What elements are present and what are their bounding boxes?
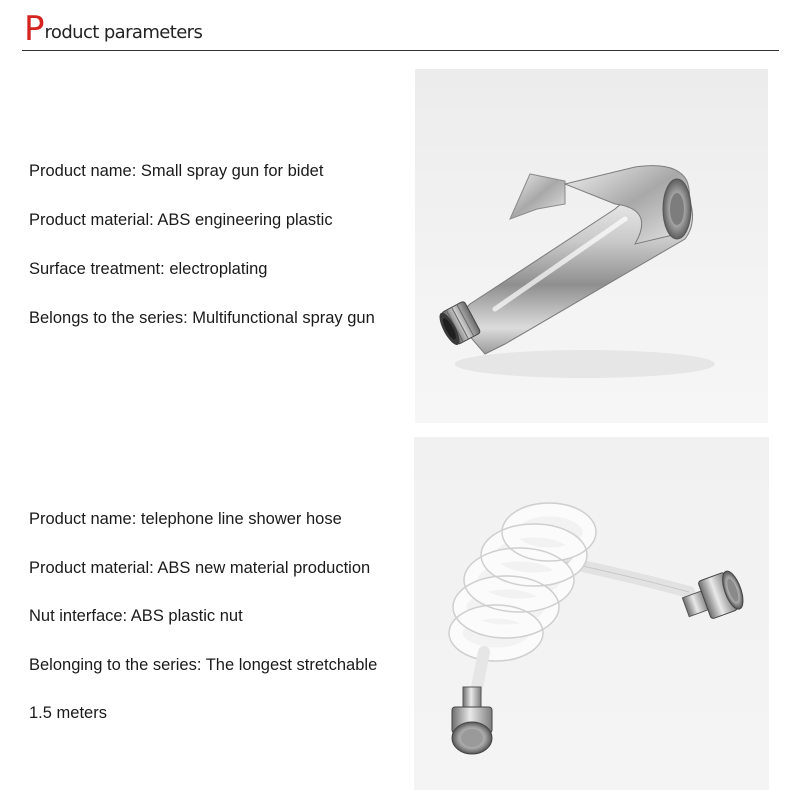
section-header [24, 6, 203, 49]
sprayer-spec-name: Product name: Small spray gun for bidet [29, 162, 324, 180]
sprayer-spec-series: Belongs to the series: Multifunctional spray gun [29, 309, 375, 327]
hose-spec-length: 1.5 meters [29, 704, 107, 722]
spray-gun-photo [415, 69, 768, 423]
sprayer-spec-material: Product material: ABS engineering plastic [29, 211, 333, 229]
header-title: roduct parameters [44, 22, 203, 43]
sprayer-spec-surface: Surface treatment: electroplating [29, 260, 268, 278]
shower-hose-photo [414, 437, 769, 790]
header-initial-letter: P [24, 9, 44, 49]
hose-spec-name: Product name: telephone line shower hose [29, 510, 342, 528]
hose-spec-nut: Nut interface: ABS plastic nut [29, 607, 243, 625]
hose-spec-material: Product material: ABS new material production [29, 559, 371, 577]
header-divider [22, 50, 779, 51]
hose-spec-series: Belonging to the series: The longest stretchable [29, 656, 378, 674]
